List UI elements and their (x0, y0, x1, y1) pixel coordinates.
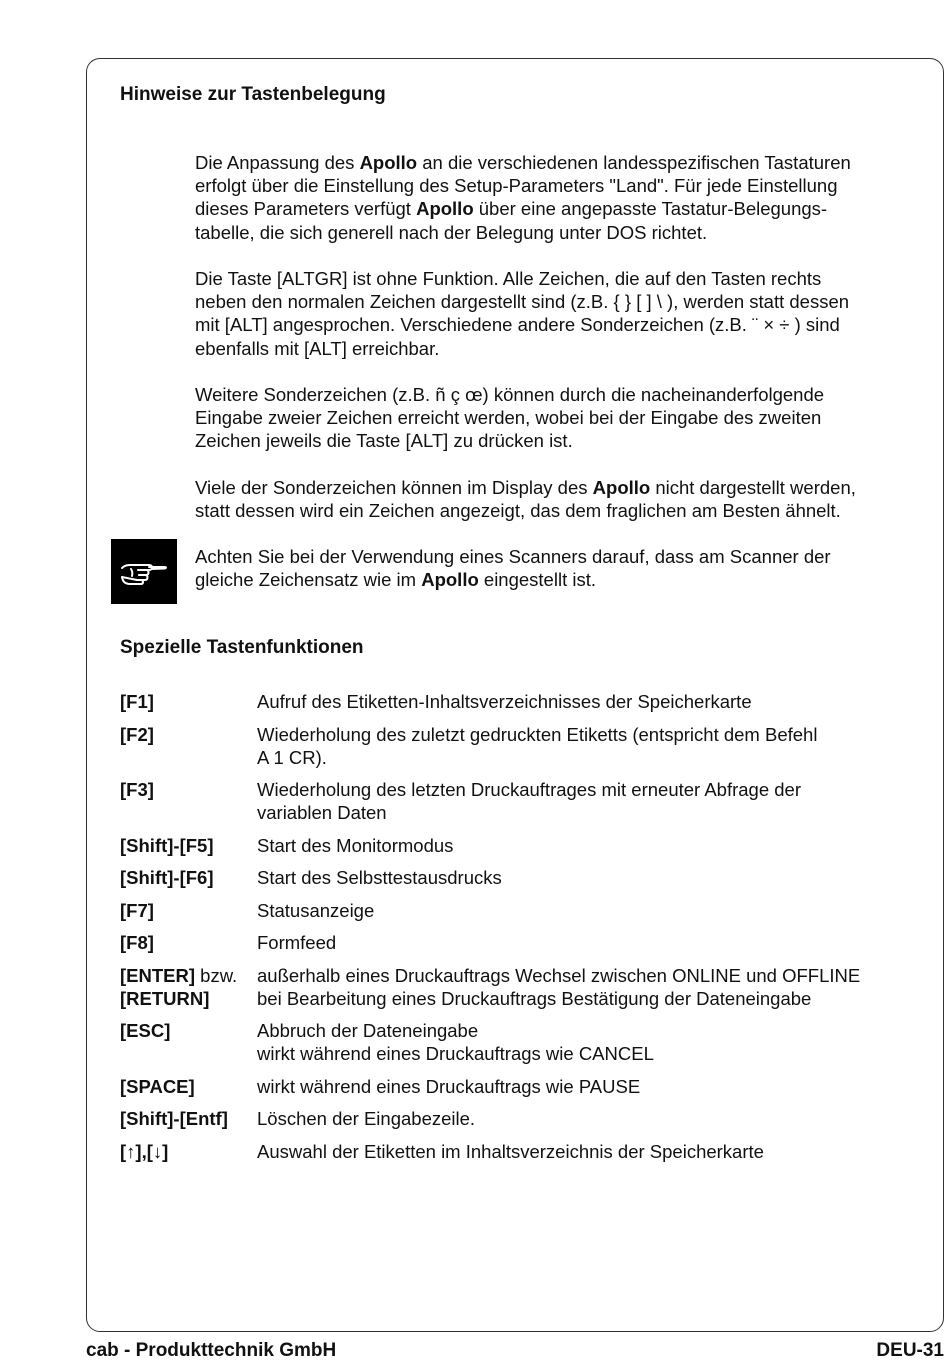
paragraph-special-characters (195, 383, 895, 453)
key-function-row (120, 723, 910, 769)
text-segment: Viele der Sonderzeichen können im Display des (195, 477, 593, 498)
key-description: Start des Selbsttestausdrucks (257, 867, 502, 888)
key-label (120, 778, 257, 824)
key-description: Aufruf des Etiketten-Inhaltsverzeichnisses der Speicherkarte (257, 691, 752, 712)
key-label (120, 690, 257, 713)
key-name-alt: [RETURN] (120, 987, 210, 1009)
text-segment: über eine angepasste Tastatur-Belegungs- tabelle, die sich generell nach der Belegung unter DOS richtet. (195, 198, 828, 243)
key-name: [F7] (120, 899, 154, 921)
key-label (120, 964, 257, 1010)
key-function-row (120, 1075, 910, 1098)
key-label (120, 723, 257, 769)
key-function-row (120, 1107, 910, 1130)
key-name: [Shift]-[Entf] (120, 1108, 228, 1129)
key-name: [Shift]-[F6] (120, 867, 214, 888)
product-name: Apollo (421, 569, 479, 591)
text-segment: Die Anpassung des (195, 152, 360, 173)
key-name: [F1] (120, 691, 154, 712)
key-suffix: bzw. (195, 964, 238, 986)
paragraph-scanner-note (195, 545, 895, 591)
text-segment: nicht dargestellt werden, statt dessen wird ein Zeichen angezeigt, das dem fraglichen am Besten ähnelt. (195, 477, 856, 522)
product-name: Apollo (416, 198, 474, 220)
key-label (120, 866, 257, 889)
pointing-hand-icon (119, 557, 169, 587)
key-description: Auswahl der Etiketten im Inhaltsverzeichnis der Speicherkarte (257, 1140, 764, 1162)
key-description: außerhalb eines Druckauftrags Wechsel zwischen ONLINE und OFFLINE bei Bearbeitung eines Druckauftrags Bestätigung der Dateneingabe (257, 964, 861, 1009)
section-heading-special-keys: Spezielle Tastenfunktionen (120, 637, 364, 658)
paragraph-altgr (195, 267, 895, 360)
key-description: Wiederholung des letzten Druckauftrages mit erneuter Abfrage der variablen Daten (257, 779, 801, 823)
key-function-row (120, 899, 910, 922)
key-label (120, 1140, 257, 1163)
key-description: Start des Monitormodus (257, 834, 454, 856)
paragraph-display-limitations (195, 476, 895, 522)
key-function-row (120, 690, 910, 713)
key-label (120, 1019, 257, 1065)
text-segment: an die verschiedenen landesspezifischen Tastaturen erfolgt über die Einstellung des Setup-Parameters "Land". Für jede Einstellung dieses Parameters verfügt (195, 152, 851, 220)
key-name: [Shift]-[F5] (120, 834, 214, 856)
key-description: Löschen der Eingabezeile. (257, 1108, 476, 1129)
key-label (120, 899, 257, 922)
text-segment: Die Taste [ALTGR] ist ohne Funktion. Alle Zeichen, die auf den Tasten rechts neben den normalen Zeichen dargestellt sind (z.B. { } [ ] \ ), werden statt dessen mit [ALT] angesprochen. Verschiedene andere Sonderzeichen (z.B. ¨ × ÷ ) sind ebenfalls mit [ALT] erreichbar. (195, 268, 850, 359)
key-label (120, 1107, 257, 1130)
key-label (120, 1075, 257, 1098)
key-description: wirkt während eines Druckauftrags wie PAUSE (257, 1075, 641, 1097)
paragraph-keyboard-adaptation (195, 151, 895, 244)
key-label (120, 931, 257, 954)
key-function-row (120, 866, 910, 889)
key-label (120, 834, 257, 857)
key-name: [ENTER] (120, 964, 196, 986)
key-description: Wiederholung des zuletzt gedruckten Etiketts (entspricht dem Befehl A 1 CR). (257, 723, 818, 768)
product-name: Apollo (359, 152, 418, 173)
key-name: [SPACE] (120, 1075, 195, 1097)
key-name: [F3] (120, 779, 154, 800)
key-name: [F2] (120, 723, 154, 745)
note-marker (111, 539, 177, 604)
product-name: Apollo (592, 477, 651, 498)
footer-page-number: DEU-31 (876, 1340, 944, 1361)
key-function-row (120, 1140, 910, 1163)
key-name: [ESC] (120, 1020, 171, 1041)
key-function-row (120, 778, 910, 824)
key-name: [F8] (120, 932, 154, 953)
key-function-row (120, 834, 910, 857)
key-description: Abbruch der Dateneingabe wirkt während eines Druckauftrags wie CANCEL (257, 1020, 654, 1064)
text-segment: Weitere Sonderzeichen (z.B. ñ ç œ) können durch die nacheinanderfolgende Eingabe zweier Zeichen erreicht werden, wobei bei der Eingabe des zweiten Zeichen jeweils die Taste [ALT] zu drücken ist. (195, 384, 825, 452)
key-description: Statusanzeige (257, 899, 375, 921)
footer-company: cab - Produkttechnik GmbH (86, 1340, 337, 1361)
key-function-table (120, 690, 910, 1172)
section-heading-key-assignment: Hinweise zur Tastenbelegung (120, 84, 386, 105)
key-description: Formfeed (257, 932, 337, 953)
key-name: [↑],[↓] (120, 1140, 169, 1162)
text-segment: Achten Sie bei der Verwendung eines Scanners darauf, dass am Scanner der gleiche Zeichensatz wie im (195, 546, 831, 591)
text-segment: eingestellt ist. (478, 569, 596, 591)
key-function-row (120, 964, 910, 1010)
key-function-row (120, 931, 910, 954)
key-function-row (120, 1019, 910, 1065)
